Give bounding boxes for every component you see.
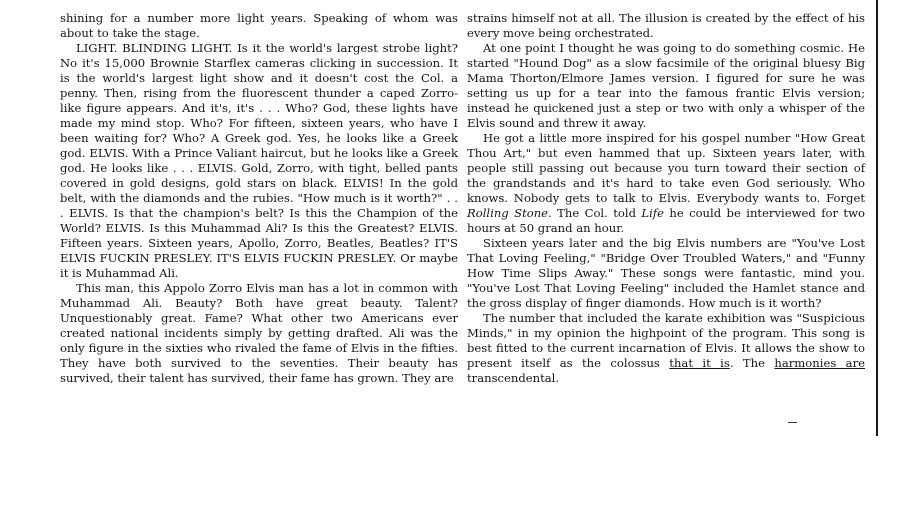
right-margin-rule [876, 0, 878, 436]
paragraph-hound-dog: At one point I thought he was going to do something cosmic. He started "Hound Dog" as a slow facsimile of the original bluesy Big Mama Thorton/Elmore James version. I figured for sure he was setting us up for a tear into the famous frantic Elvis version; instead he quickened just a step or two with only a whisper of the Elvis sound and threw it away. [467, 41, 865, 130]
paragraph-illusion: strains himself not at all. The illusion is created by the effect of his every move being orchestrated. [467, 11, 865, 40]
underlined-phrase-harmonies: harmonies are [774, 356, 865, 370]
rolling-stone-title: Rolling Stone [467, 206, 549, 220]
paragraph-muhammad-ali: This man, this Appolo Zorro Elvis man has a lot in common with Muhammad Ali. Beauty? Both have great beauty. Talent? Unquestionably great. Fame? What other two Americans ever created national incidents simply by getting drafted. Ali was the only figure in the sixties who rivaled the fame of Elvis in the fifties. They have both survived to the seventies. Their beauty has survived, their talent has survived, their fame has grown. They are [60, 281, 458, 385]
suspicious-minds-text-start: The number that included the karate exhibition was "Suspicious Minds," in my opinion the highpoint of the program. This song is best fitted to the current incarnation of Elvis. It allows the show to present itself as the colossus [467, 311, 865, 370]
suspicious-minds-text-middle: . The [729, 356, 775, 370]
right-column [467, 11, 865, 386]
trailing-dash-mark [788, 422, 797, 423]
paragraph-big-numbers: Sixteen years later and the big Elvis numbers are "You've Lost That Loving Feeling," "Bridge Over Troubled Waters," and "Funny How Time Slips Away." These songs were fantastic, mind you. "You've Lost That Loving Feeling" included the Hamlet stance and the gross display of finger diamonds. How much is it worth? [467, 236, 865, 310]
paragraph-blinding-light: LIGHT. BLINDING LIGHT. Is it the world's largest strobe light? No it's 15,000 Brownie Starflex cameras clicking in succession. It is the world's largest light show and it doesn't cost the Col. a penny. Then, rising from the fluorescent thunder a caped Zorro-like figure appears. And it's, it's . . . Who? God, these lights have made my mind stop. Who? For fifteen, sixteen years, who have I been waiting for? Who? A Greek god. Yes, he looks like a Greek god. ELVIS. With a Prince Valiant haircut, but he looks like a Greek god. He looks like . . . ELVIS. Gold, Zorro, with tight, belled pants covered in gold designs, gold stars on black. ELVIS! In the gold belt, with the diamonds and the rubies. "How much is it worth?" . . . ELVIS. Is that the champion's belt? Is this the Champion of the World? ELVIS. Is this Muhammad Ali? Is this the Greatest? ELVIS. Fifteen years. Sixteen years, Apollo, Zorro, Beatles, Beatles? IT'S ELVIS FUCKIN PRESLEY. IT'S ELVIS FUCKIN PRESLEY. Or maybe it is Muhammad Ali. [60, 41, 458, 280]
gospel-text-middle: . The Col. told [548, 206, 642, 220]
gospel-text-end: he could be interviewed for two hours at 50 grand an hour. [467, 206, 865, 235]
paragraph-gospel [467, 131, 865, 236]
left-column [60, 11, 458, 386]
gospel-text-start: He got a little more inspired for his gospel number "How Great Thou Art," but even hammed that up. Sixteen years later, with people still passing out because you turn toward their section of the grandstands and it's hard to take even God seriously. Who knows. Nobody gets to talk to Elvis. Everybody wants to. Forget [467, 131, 865, 205]
suspicious-minds-text-end: transcendental. [467, 371, 560, 385]
paragraph-continued-intro: shining for a number more light years. Speaking of whom was about to take the stage. [60, 11, 458, 40]
paragraph-suspicious-minds [467, 311, 865, 386]
life-magazine-title: Life [641, 206, 664, 220]
underlined-phrase-that-it-is: that it is [669, 356, 730, 370]
